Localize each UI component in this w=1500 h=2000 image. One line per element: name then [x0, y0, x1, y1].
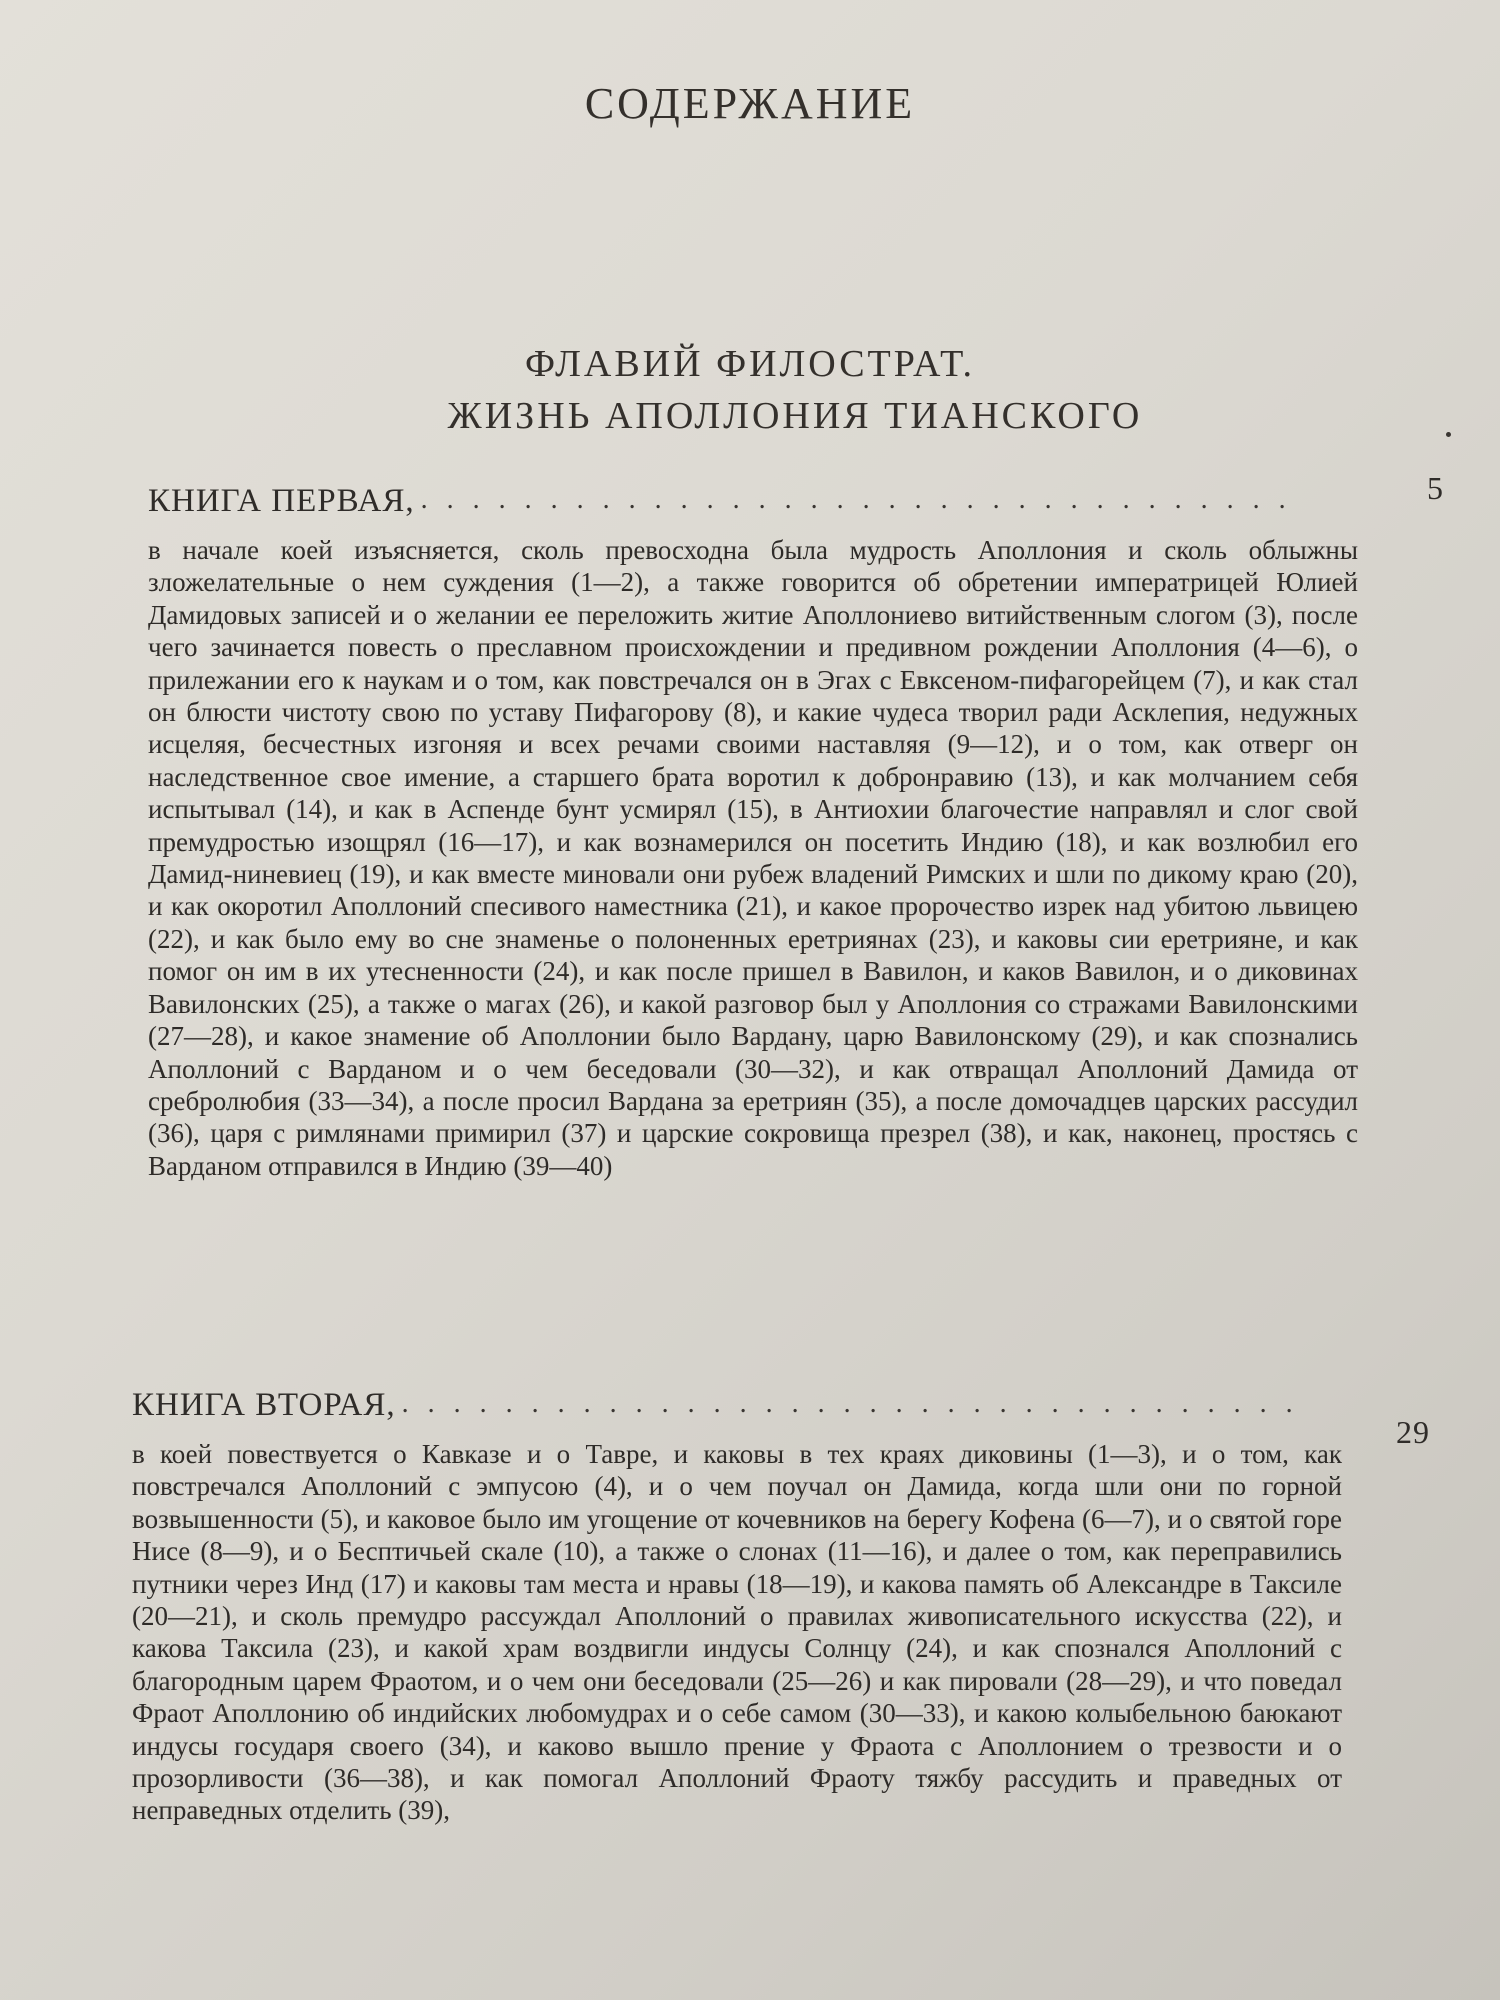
toc-entry-page-number: 29 — [1396, 1414, 1430, 1450]
toc-entry-heading-row — [132, 1374, 1430, 1450]
toc-entry-heading: КНИГА ПЕРВАЯ, — [148, 483, 415, 519]
margin-dot — [1446, 432, 1451, 437]
toc-entry-summary — [148, 534, 1358, 1182]
work-author: ФЛАВИЙ ФИЛОСТРАТ. — [524, 343, 976, 385]
toc-entry-heading-row — [148, 470, 1444, 520]
dot-leader: . . . . . . . . . . . . . . . . . . . . . . . . . . . . . . . . . . . — [401, 1388, 1299, 1419]
summary-text: в коей повествуется о Кавказе и о Тавре, и каковы в тех краях диковины (1—3), и о том, как повстречался Аполлоний с эмпусою (4), и о чем поучал он Дамида, когда шли они по горной возвышенности (5), и каковое было им угощение от кочевников на берегу Кофена (6—7), и о святой горе Нисе (8—9), и о Бесптичьей скале (10), а также о слонах (11—16), и далее о том, как переправились путники через Инд (17) и каковы там места и нравы (18—19), и какова память об Александре в Таксиле (20—21), и сколь премудро рассуждал Аполлоний о правилах живописательного искусства (22), и какова Таксила (23), и какой храм воздвигли индусы Солнцу (24), и как спознался Аполлоний с благородным царем Фраотом, и о чем они беседовали (25—26) и как пировали (28—29), и что поведал Фраот Аполлонию об индийских любомудрах и о себе самом (30—33), и какою колыбельною баюкают индусы государя своего (34), и каково вышло прение у Фраота с Аполлонием о трезвости и о прозорливости (36—38), и как помогал Аполлоний Фраоту тяжбу рассудить и праведных от неправедных отделить (39), — [132, 1439, 1342, 1826]
dot-leader: . . . . . . . . . . . . . . . . . . . . . . . . . . . . . . . . . . — [420, 484, 1292, 515]
toc-entry-summary — [132, 1438, 1342, 1827]
toc-entry-heading: КНИГА ВТОРАЯ, — [132, 1387, 396, 1423]
toc-entry-book-2 — [132, 1374, 1430, 1827]
work-name: ЖИЗНЬ АПОЛЛОНИЯ ТИАНСКОГО — [447, 395, 1143, 437]
summary-text: в начале коей изъясняется, сколь превосходна была мудрость Аполлония и сколь облыжны зложелательные о нем суждения (1—2), а также говорится об обретении императрицей Юлией Дамидовых записей и о желании ее переложить житие Аполлониево витийственным слогом (3), после чего зачинается повесть о преславном происхождении и предивном рождении Аполлония (4—6), о прилежании его к наукам и о том, как повстречался он в Эгах с Евксеном-пифагорейцем (7), и как стал он блюсти чистоту свою по уставу Пифагорову (8), и какие чудеса творил ради Асклепия, недужных исцеляя, бесчестных изгоняя и всех речами своими наставляя (9—12), и о том, как отверг он наследственное свое имение, а старшего брата воротил к добронравию (13), и как молчанием себя испытывал (14), и как в Аспенде бунт усмирял (15), в Антиохии благочестие направлял и слог свой премудростью изощрял (16—17), и как вознамерился он посетить Индию (18), и как возлюбил его Дамид-ниневиец (19), и как вместе миновали они рубеж владений Римских и шли по дикому краю (20), и как окоротил Аполлоний спесивого наместника (21), и какое пророчество изрек над убитою львицею (22), и как было ему во сне знаменье о полоненных еретриянах (23), и каковы сии еретрияне, и как помог он им в их утесненности (24), и как после пришел в Вавилон, и каков Вавилон, и о диковинах Вавилонских (25), а также о магах (26), и какой разговор был у Аполлония со стражами Вавилонскими (27—28), и какое знамение об Аполлонии было Вардану, царю Вавилонскому (29), и как спознались Аполлоний с Варданом и о чем беседовали (30—32), и как отвращал Аполлоний Дамида от сребролюбия (33—34), а после просил Вардана за еретриян (35), а после домочадцев царских рассудил (36), царя с римлянами примирил (37) и царские сокровища презрел (38), и как, наконец, простясь с Варданом отправился в Индию (39—40) — [148, 535, 1358, 1181]
toc-entry-page-number: 5 — [1427, 470, 1444, 506]
toc-entry-book-1 — [148, 470, 1444, 1182]
work-title — [0, 338, 1500, 442]
page-title: СОДЕРЖАНИЕ — [584, 79, 916, 128]
